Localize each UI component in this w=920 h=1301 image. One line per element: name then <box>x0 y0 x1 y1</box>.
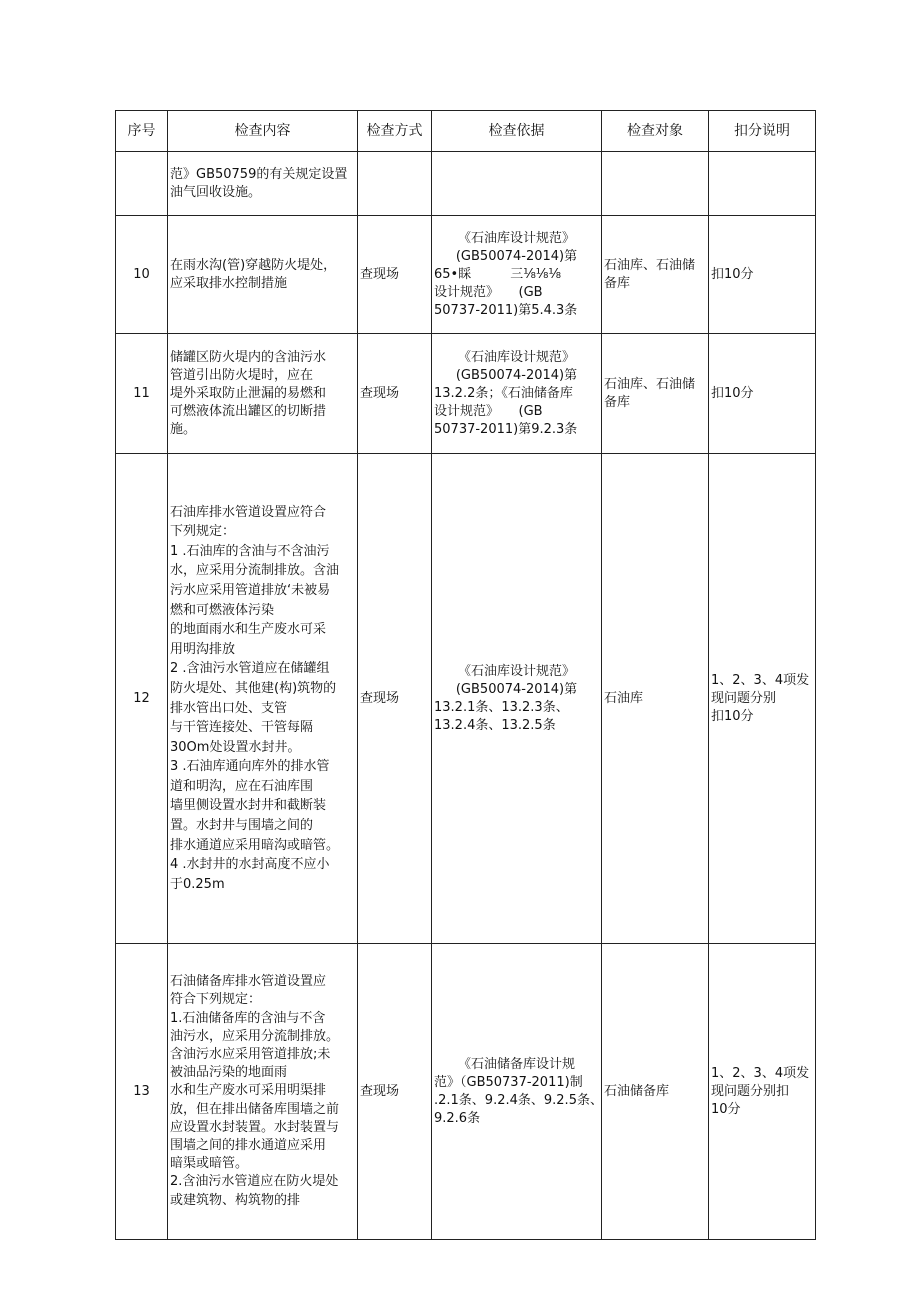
content-line: 放，但在排出储备库围墙之前 <box>170 1101 340 1117</box>
basis-line: 13.2.4条、13.2.5条 <box>434 717 556 733</box>
content-line: 排水通道应采用暗沟或暗管。 <box>170 837 340 853</box>
row-content <box>168 334 358 454</box>
row-method: 查现场 <box>358 454 432 944</box>
content-line: 于0.25m <box>170 876 225 892</box>
basis-line: 《石油库设计规范》 <box>457 349 575 365</box>
content-line: 置。水封井与围墙之间的 <box>170 818 314 834</box>
header-content: 检查内容 <box>168 111 358 152</box>
row-no: 13 <box>116 944 168 1240</box>
content-line: 燃和可燃液体污染 <box>170 602 275 618</box>
content-line: 或建筑物、构筑物的排 <box>170 1192 301 1208</box>
row-deduct <box>709 454 816 944</box>
content-line: 油气回收设施。 <box>170 184 262 200</box>
header-no: 序号 <box>116 111 168 152</box>
basis-line: 设计规范》 (GB <box>434 403 543 419</box>
content-line: 1 .石油库的含油与不含油污 <box>170 543 330 559</box>
content-line: 范》GB50759的有关规定设置 <box>170 166 348 182</box>
content-line: 堤外采取防止泄漏的易燃和 <box>170 385 327 401</box>
basis-line: 范》（GB50737-2011)制 <box>434 1074 583 1090</box>
row-target <box>602 216 709 334</box>
basis-line: 13.2.1条、13.2.3条、 <box>434 699 569 715</box>
content-line: 用明沟排放 <box>170 641 236 657</box>
row-basis <box>432 454 602 944</box>
row-content <box>168 152 358 216</box>
deduct-line: 扣10分 <box>711 708 754 724</box>
content-line: 石油库排水管道设置应符合 <box>170 504 327 520</box>
table-row <box>116 152 816 216</box>
row-method <box>358 152 432 216</box>
content-line: 1.石油储备库的含油与不含 <box>170 1010 326 1026</box>
row-method: 查现场 <box>358 216 432 334</box>
deduct-line: 扣10分 <box>711 266 754 282</box>
table-row <box>116 216 816 334</box>
row-no: 10 <box>116 216 168 334</box>
header-basis: 检查依据 <box>432 111 602 152</box>
row-basis <box>432 944 602 1240</box>
row-method: 查现场 <box>358 334 432 454</box>
target-line: 石油库、石油储 <box>604 376 696 392</box>
row-method: 查现场 <box>358 944 432 1240</box>
basis-line: 9.2.6条 <box>434 1110 481 1126</box>
basis-line: .2.1条、9.2.4条、9.2.5条、 <box>434 1092 603 1108</box>
basis-line: 设计规范》 (GB <box>434 284 543 300</box>
content-line: 2.含油污水管道应在防火堤处 <box>170 1174 339 1190</box>
target-line: 石油库 <box>604 690 644 706</box>
row-no <box>116 152 168 216</box>
basis-line: 《石油库设计规范》 <box>457 663 575 679</box>
content-line: 在雨水沟(管)穿越防火堤处， <box>170 257 337 273</box>
deduct-line: 1、2、3、4项发 <box>711 672 810 688</box>
header-target: 检查对象 <box>602 111 709 152</box>
deduct-line: 现问题分别 <box>711 690 777 706</box>
basis-line: 50737-2011)第9.2.3条 <box>434 421 578 437</box>
row-deduct <box>709 216 816 334</box>
content-line: 墙里侧设置水封井和截断装 <box>170 798 327 814</box>
table-row <box>116 454 816 944</box>
header-row <box>116 111 816 152</box>
content-line: 石油储备库排水管道设置应 <box>170 974 327 990</box>
row-content <box>168 454 358 944</box>
content-line: 2 .含油污水管道应在储罐组 <box>170 661 330 677</box>
basis-line: (GB50074-2014)第 <box>455 681 578 697</box>
content-line: 道和明沟，应在石油库围 <box>170 778 314 794</box>
content-line: 施。 <box>170 421 197 437</box>
content-line: 储罐区防火堤内的含油污水 <box>170 349 327 365</box>
content-line: 水，应采用分流制排放。含油 <box>170 563 340 579</box>
basis-line: 50737-2011)第5.4.3条 <box>434 302 578 318</box>
deduct-line: 1、2、3、4项发 <box>711 1065 810 1081</box>
row-deduct <box>709 334 816 454</box>
deduct-line: 现问题分别扣 <box>711 1083 790 1099</box>
content-line: 应采取排水控制措施 <box>170 275 288 291</box>
header-deduct: 扣分说明 <box>709 111 816 152</box>
row-no: 12 <box>116 454 168 944</box>
row-no: 11 <box>116 334 168 454</box>
row-content <box>168 944 358 1240</box>
row-basis <box>432 216 602 334</box>
basis-line: 《石油库设计规范》 <box>457 230 575 246</box>
content-line: 含油污水应采用管道排放;未 <box>170 1046 331 1062</box>
target-line: 备库 <box>604 275 631 291</box>
row-deduct <box>709 152 816 216</box>
row-target <box>602 944 709 1240</box>
content-line: 30Om处设置水封井。 <box>170 739 301 755</box>
content-line: 污水应采用管道排放‘未被易 <box>170 582 331 598</box>
basis-line: 《石油储备库设计规 <box>457 1056 575 1072</box>
row-basis <box>432 334 602 454</box>
row-basis <box>432 152 602 216</box>
row-content <box>168 216 358 334</box>
content-line: 应设置水封装置。水封装置与 <box>170 1119 340 1135</box>
row-target <box>602 152 709 216</box>
content-line: 下列规定： <box>170 524 236 540</box>
basis-line: (GB50074-2014)第 <box>455 367 578 383</box>
target-line: 石油储备库 <box>604 1083 670 1099</box>
row-deduct <box>709 944 816 1240</box>
basis-line: 13.2.2条；《石油储备库 <box>434 385 573 401</box>
target-line: 备库 <box>604 394 631 410</box>
table-row <box>116 334 816 454</box>
content-line: 3 .石油库通向库外的排水管 <box>170 759 330 775</box>
row-target <box>602 334 709 454</box>
content-line: 可燃液体流出罐区的切断措 <box>170 403 327 419</box>
target-line: 石油库、石油储 <box>604 257 696 273</box>
content-line: 围墙之间的排水通道应采用 <box>170 1138 327 1153</box>
content-line: 水和生产废水可采用明渠排 <box>170 1083 327 1099</box>
deduct-line: 10分 <box>711 1101 741 1117</box>
row-target <box>602 454 709 944</box>
content-line: 的地面雨水和生产废水可采 <box>170 622 327 638</box>
content-line: 油污水，应采用分流制排放。 <box>170 1028 340 1044</box>
table-row <box>116 944 816 1240</box>
content-line: 与干管连接处、干管每隔 <box>170 720 314 736</box>
content-line: 排水管出口处、支管 <box>170 700 288 716</box>
deduct-line: 扣10分 <box>711 385 754 401</box>
content-line: 被油品污染的地面雨 <box>170 1065 288 1081</box>
content-line: 管道引出防火堤时，应在 <box>170 367 314 383</box>
content-line: 暗渠或暗管。 <box>170 1156 249 1172</box>
header-method: 检查方式 <box>358 111 432 152</box>
basis-line: 65•睬 三⅛⅛⅛ <box>434 266 562 282</box>
content-line: 符合下列规定： <box>170 992 262 1008</box>
content-line: 防火堤处、其他建(构)筑物的 <box>170 680 337 696</box>
content-line: 4 .水封井的水封高度不应小 <box>170 857 330 873</box>
inspection-table <box>115 110 816 1240</box>
basis-line: (GB50074-2014)第 <box>455 248 578 264</box>
